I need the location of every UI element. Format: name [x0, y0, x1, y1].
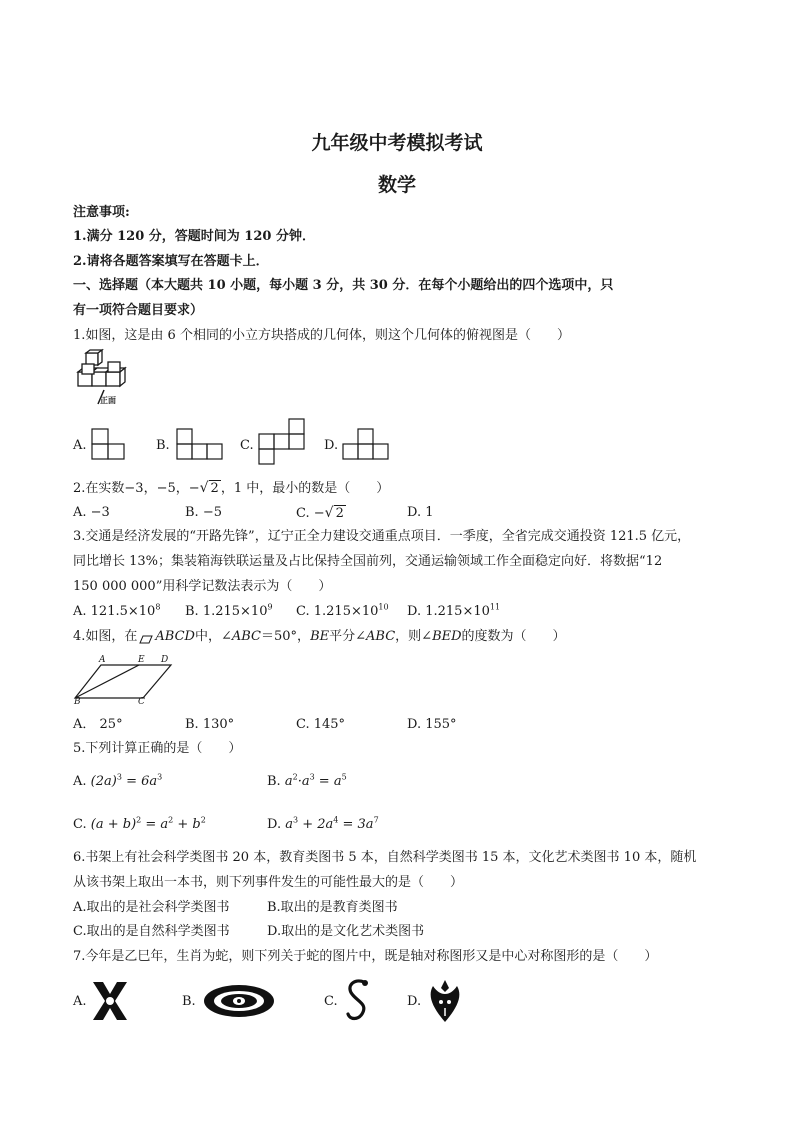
q5-option-d-expr: a [285, 817, 293, 832]
q3-option-a-mantissa: A. 121.5×10 [73, 604, 156, 619]
section-heading-line2: 有一项符合题目要求） [73, 303, 204, 318]
q4-text-e: ，则∠ [395, 629, 433, 644]
q2-option-b: B. −5 [185, 505, 222, 520]
question-3-line1: 3.交通是经济发展的“开路先锋”，辽宁正全力建设交通重点项目．一季度，全省完成交通投资 121.5 亿元， [73, 529, 691, 544]
q2-option-c-pre: C. − [296, 506, 325, 521]
q5-option-d-label: D. [267, 817, 282, 832]
q5-option-d [267, 816, 379, 834]
sqrt-symbol: √ [199, 480, 209, 496]
q6-option-b: B.取出的是教育类图书 [267, 900, 398, 915]
point-label-e: E [138, 655, 145, 665]
q4-option-c: C. 145° [296, 717, 346, 732]
q4-angle-3: BED [432, 629, 462, 644]
question-7-text: 7.今年是乙巳年，生肖为蛇，则下列关于蛇的图片中，既是轴对称图形又是中心对称图形的是（ ） [73, 949, 658, 964]
q3-option-d-exponent: 11 [489, 602, 501, 612]
q4-angle-2: ABC [366, 629, 396, 644]
q5-option-a-label: A. [73, 774, 87, 789]
q5-option-b-label: B. [267, 774, 281, 789]
q5-option-b-mid: ·a [297, 774, 310, 789]
exam-title: 九年级中考模拟考试 [311, 132, 483, 154]
q3-option-b-mantissa: B. 1.215×10 [185, 604, 268, 619]
q5-option-c-exp2: 2 [168, 815, 174, 825]
q5-option-c-exp3: 2 [200, 815, 206, 825]
q6-option-d: D.取出的是文化艺术类图书 [267, 924, 425, 939]
note-item-2: 2.请将各题答案填写在答题卡上． [73, 254, 269, 269]
question-6-line2: 从该书架上取出一本书，则下列事件发生的可能性最大的是（ ） [73, 875, 464, 890]
q1-option-a-figure [90, 428, 126, 460]
q3-option-a-exponent: 8 [155, 602, 161, 612]
question-5-text: 5.下列计算正确的是（ ） [73, 741, 242, 756]
q2-option-c [296, 504, 346, 523]
q6-option-a: A.取出的是社会科学类图书 [73, 900, 230, 915]
q5-option-b-rest: = a [314, 774, 342, 789]
subject-title: 数学 [377, 174, 416, 196]
q3-option-d-mantissa: D. 1.215×10 [407, 604, 490, 619]
q7-option-d-label: D. [407, 994, 422, 1009]
q6-option-c: C.取出的是自然科学类图书 [73, 924, 230, 939]
q7-option-a-label: A. [73, 994, 87, 1009]
q4-text-d: 平分∠ [329, 629, 367, 644]
q2-sqrt-arg: 2 [210, 481, 219, 496]
q5-option-c [73, 816, 206, 834]
q4-option-a: A． 25° [73, 717, 123, 732]
q5-option-a [73, 773, 162, 791]
notes-heading: 注意事项: [73, 205, 130, 220]
q5-option-a-rest: = 6a [121, 774, 158, 789]
q5-option-b-exp2: 3 [309, 772, 315, 782]
q5-option-a-expr: (2a) [90, 774, 117, 789]
q7-option-b-label: B. [182, 994, 196, 1009]
snake-image-d [427, 978, 463, 1024]
q3-option-c-exponent: 10 [378, 602, 389, 612]
q5-option-b-exp3: 5 [341, 772, 347, 782]
snake-image-c [342, 978, 372, 1024]
q1-option-d-label: D. [324, 438, 339, 453]
q4-text-f: 的度数为（ ） [461, 629, 566, 644]
q5-option-c-expr: (a + b) [90, 817, 137, 832]
q3-option-b [185, 603, 273, 621]
q5-option-d-exp1: 3 [293, 815, 299, 825]
q2-text-b: ，1 中，最小的数是（ ） [220, 481, 390, 496]
point-label-d: D [161, 655, 169, 665]
q5-option-c-exp1: 2 [136, 815, 142, 825]
q7-option-c-label: C. [324, 994, 338, 1009]
q4-segment: BE [310, 629, 330, 644]
section-heading-line1: 一、选择题（本大题共 10 小题，每小题 3 分，共 30 分．在每个小题给出的四个选项中，只 [73, 278, 614, 293]
q2-text-a: 2.在实数−3，−5，− [73, 481, 200, 496]
q1-option-a-label: A. [73, 438, 87, 453]
q3-option-b-exponent: 9 [267, 602, 273, 612]
question-3-line2: 同比增长 13%；集装箱海铁联运量及占比保持全国前列，交通运输领域工作全面稳定向好．将数据“12 [73, 554, 663, 569]
q5-option-c-label: C. [73, 817, 87, 832]
q1-option-b-label: B. [156, 438, 170, 453]
q1-option-b-figure [175, 428, 225, 460]
q2-option-a: A. −3 [73, 505, 110, 520]
q5-option-b-exp1: 2 [292, 772, 298, 782]
q5-option-a-exp2: 3 [157, 772, 163, 782]
snake-image-b [202, 983, 276, 1019]
point-label-c: C [138, 697, 145, 707]
question-6-line1: 6.书架上有社会科学类图书 20 本，教育类图书 5 本，自然科学类图书 15 本，文化艺术类图书 10 本，随机 [73, 850, 697, 865]
q3-option-c-mantissa: C. 1.215×10 [296, 604, 379, 619]
point-label-b: B [74, 697, 81, 707]
question-2-text [73, 479, 389, 498]
q5-option-d-exp2: 4 [333, 815, 339, 825]
q5-option-d-rest2: = 3a [338, 817, 374, 832]
q2-option-d: D. 1 [407, 505, 434, 520]
q1-option-c-label: C. [240, 438, 254, 453]
q4-text-c: ＝50°， [261, 629, 311, 644]
q4-option-d: D. 155° [407, 717, 457, 732]
q4-angle-1: ABC [231, 629, 262, 644]
q4-text-b: 中，∠ [194, 629, 232, 644]
q5-option-d-rest: + 2a [298, 817, 334, 832]
q5-option-a-exp1: 3 [116, 772, 122, 782]
q4-shape-name: ABCD [155, 629, 195, 644]
q4-text-a: 4.如图，在 [73, 629, 138, 644]
point-label-a: A [99, 655, 106, 665]
question-3-line3: 150 000 000”用科学记数法表示为（ ） [73, 579, 332, 594]
question-4-text [73, 628, 566, 646]
q5-option-c-rest: = a [141, 817, 169, 832]
q3-option-a [73, 603, 160, 621]
note-item-1: 1.满分 120 分，答题时间为 120 分钟． [73, 229, 315, 244]
q5-option-d-exp3: 7 [373, 815, 379, 825]
front-label: 正面 [100, 395, 116, 405]
sqrt-symbol: √ [324, 505, 334, 521]
q5-option-b-expr: a [284, 774, 293, 789]
q3-option-c [296, 603, 389, 621]
snake-image-a [91, 980, 129, 1022]
q5-option-c-rest2: + b [173, 817, 201, 832]
q3-option-d [407, 603, 500, 621]
q5-option-b [267, 773, 347, 791]
q1-option-d-figure [341, 428, 391, 460]
q1-option-c-figure [257, 418, 307, 468]
q4-option-b: B. 130° [185, 717, 235, 732]
parallelogram-icon [139, 632, 153, 641]
question-1-text: 1.如图，这是由 6 个相同的小立方块搭成的几何体，则这个几何体的俯视图是（ ） [73, 328, 570, 343]
q2-option-c-arg: 2 [335, 506, 344, 521]
